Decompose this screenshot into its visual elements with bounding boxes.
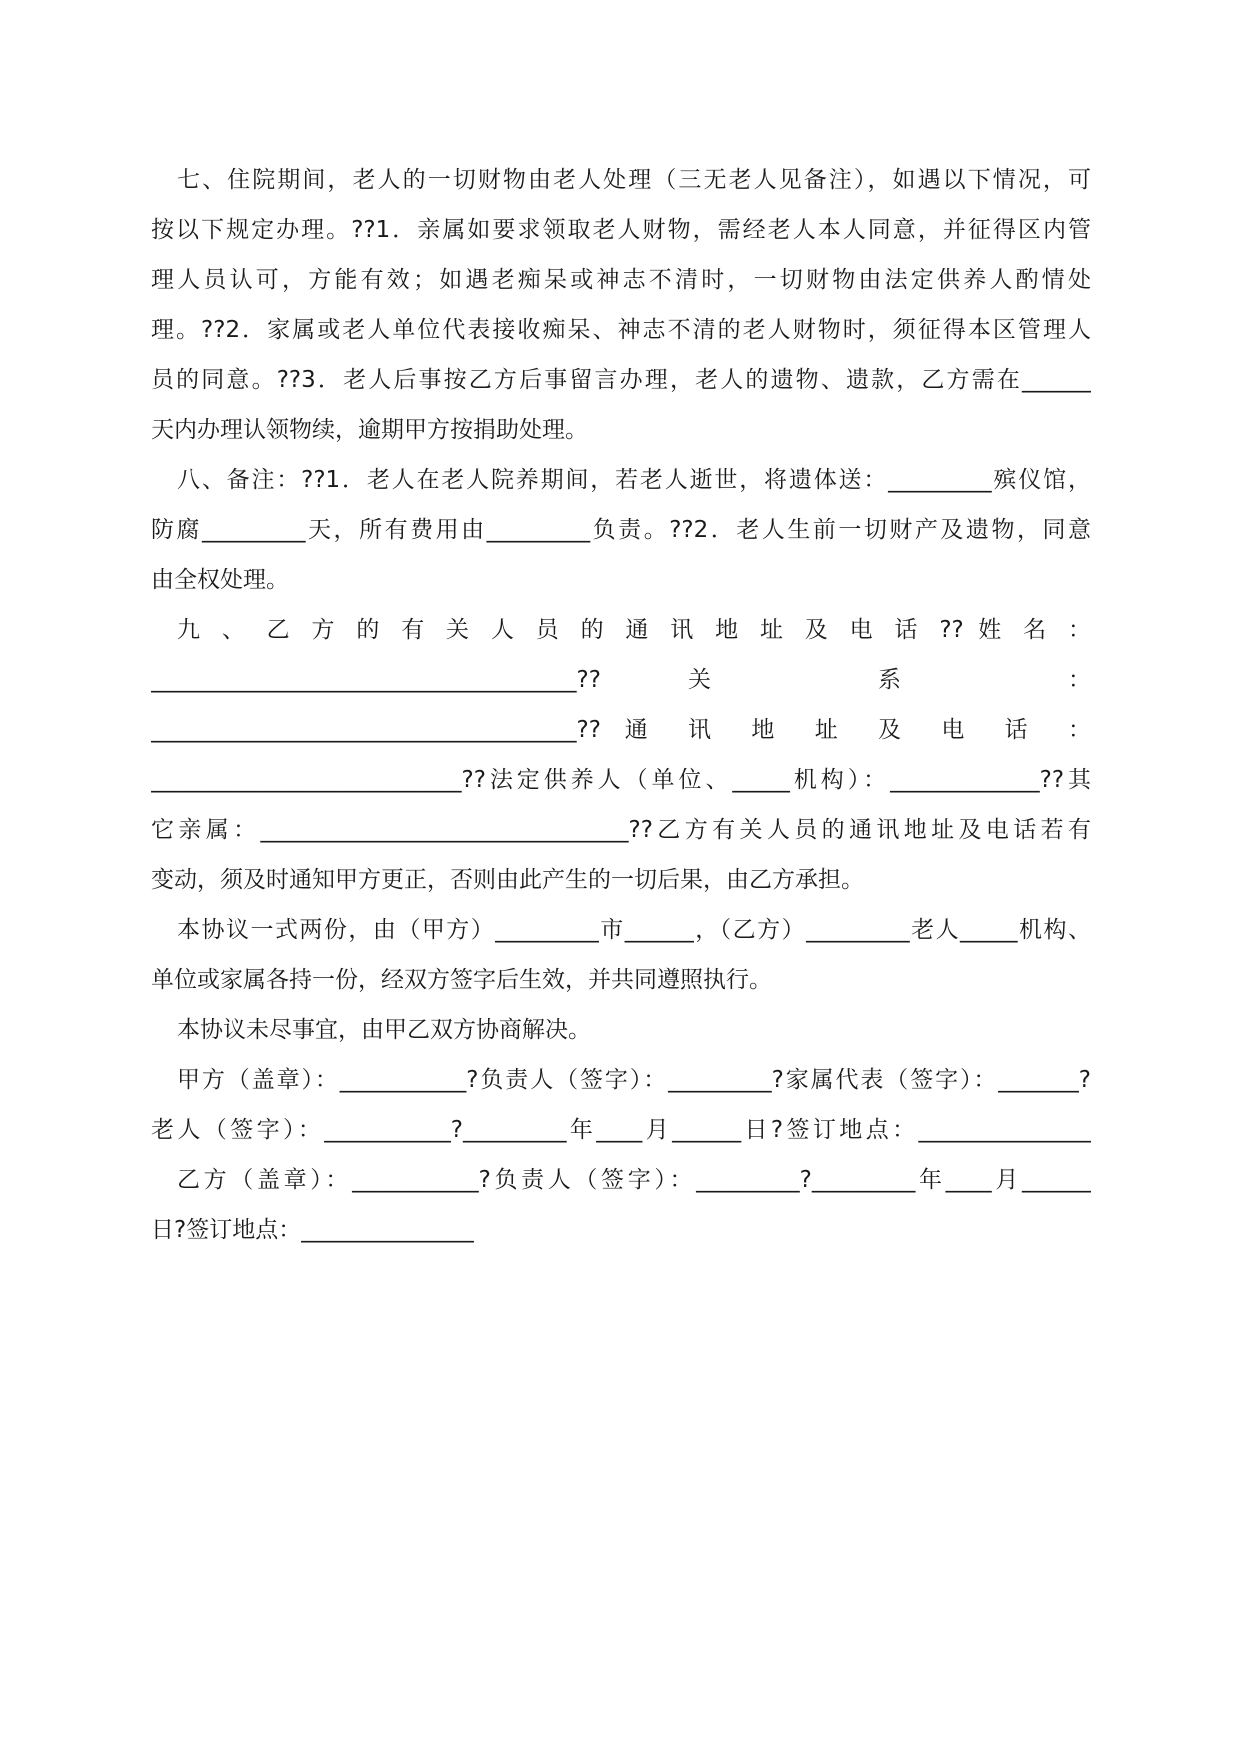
text-line: 老人（签字）：___________?_________年____月______日?签订地点：_______________ xyxy=(151,1117,1091,1143)
text-line: 甲方（盖章）：___________?负责人（签字）：_________?家属代表（签字）：_______? xyxy=(177,1067,1091,1093)
text-line: 变动，须及时通知甲方更正，否则由此产生的一切后果，由乙方承担。 xyxy=(151,867,864,893)
text-line: 理人员认可，方能有效；如遇老痴呆或神志不清时，一切财物由法定供养人酌情处 xyxy=(151,267,1091,293)
text-line: ___________________________??法定供养人（单位、_____机构）：_____________??其 xyxy=(151,767,1091,793)
text-line: 本协议未尽事宜，由甲乙双方协商解决。 xyxy=(177,1017,591,1043)
text-line: 天内办理认领物续，逾期甲方按捐助处理。 xyxy=(151,417,588,443)
text-line: 九 、 乙 方 的 有 关 人 员 的 通 讯 地 址 及 电 话 ?? 姓 名 ： xyxy=(177,617,1091,643)
text-line: 日?签订地点：_______________ xyxy=(151,1217,474,1243)
text-line: 由全权处理。 xyxy=(151,567,289,593)
text-line: _____________________________________?? 关 系 ： xyxy=(151,667,1091,693)
text-line: 按以下规定办理。??1．亲属如要求领取老人财物，需经老人本人同意，并征得区内管 xyxy=(151,217,1091,243)
text-line: 乙方（盖章）：___________?负责人（签字）：_________?_________年____月______ xyxy=(177,1167,1091,1193)
text-line: 员的同意。??3．老人后事按乙方后事留言办理，老人的遗物、遗款，乙方需在______ xyxy=(151,367,1091,393)
text-line: 防腐_________天，所有费用由_________负责。??2．老人生前一切财产及遗物，同意 xyxy=(151,517,1091,543)
text-line: 七、住院期间，老人的一切财物由老人处理（三无老人见备注），如遇以下情况，可 xyxy=(177,167,1091,193)
text-line: 单位或家属各持一份，经双方签字后生效，并共同遵照执行。 xyxy=(151,967,772,993)
text-line: 八、备注：??1．老人在老人院养期间，若老人逝世，将遗体送：_________殡仪馆， xyxy=(177,467,1091,493)
document-page xyxy=(151,155,1091,1255)
text-line: 理。??2．家属或老人单位代表接收痴呆、神志不清的老人财物时，须征得本区管理人 xyxy=(151,317,1091,343)
text-line: 本协议一式两份，由（甲方）_________市______，（乙方）_________老人_____机构、 xyxy=(177,917,1091,943)
text-line: _____________________________________?? 通 讯 地 址 及 电 话 ： xyxy=(151,717,1091,743)
text-line: 它亲属：________________________________??乙方有关人员的通讯地址及电话若有 xyxy=(151,817,1091,843)
